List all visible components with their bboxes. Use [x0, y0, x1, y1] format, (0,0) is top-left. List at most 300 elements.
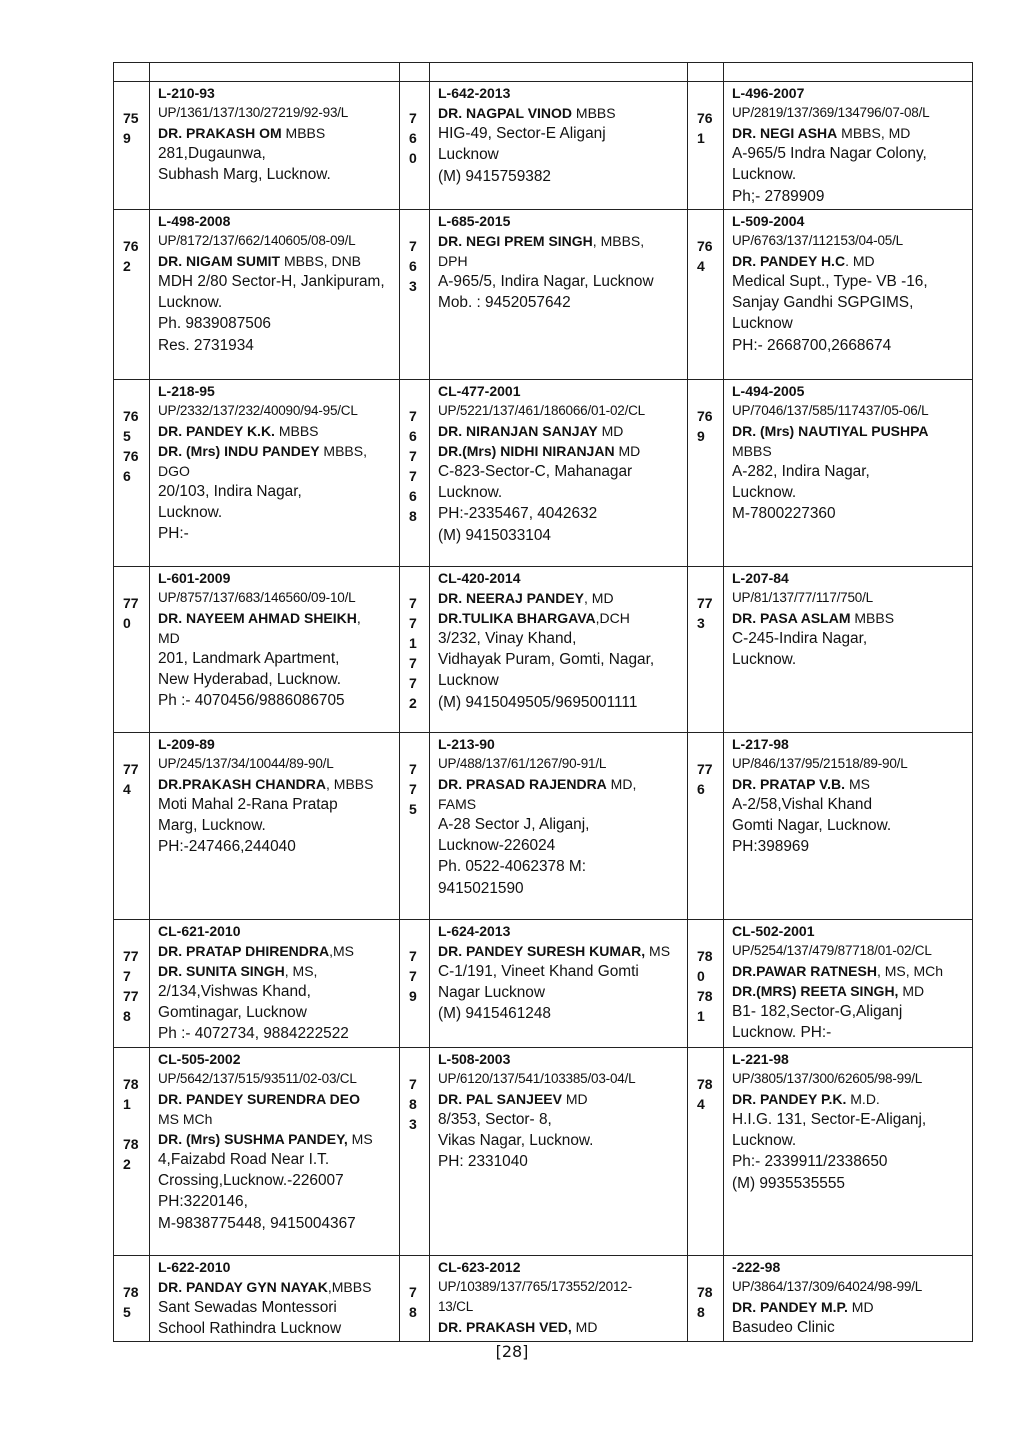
entry-text: PH:-247466,244040	[158, 838, 296, 856]
licence-number	[158, 1257, 395, 1277]
serial-digit: 8	[123, 1007, 131, 1024]
entry-row	[114, 1047, 973, 1255]
serial-digit: 3	[409, 277, 417, 294]
header-cell	[430, 63, 688, 82]
entry-text: UP/7046/137/585/117437/05-06/L	[732, 402, 929, 418]
address-line	[158, 143, 395, 164]
entry-text: M-7800227360	[732, 505, 836, 523]
entry-text: MBBS	[732, 442, 772, 459]
entry-text: MD	[614, 442, 641, 459]
serial-digit: 7	[409, 407, 417, 424]
entry-text: L-494-2005	[732, 382, 805, 399]
address-line	[732, 292, 968, 313]
address-line	[732, 794, 968, 815]
entry-text: ,MBBS	[327, 1278, 372, 1295]
address-line	[438, 670, 683, 691]
entry-text: Nagar Lucknow	[438, 984, 545, 1002]
entry-text: , MS,	[284, 962, 318, 979]
address-line	[732, 836, 968, 857]
address-line	[158, 981, 395, 1002]
doctor-name	[438, 103, 683, 123]
address-line	[732, 461, 968, 482]
entry-text: A-28 Sector J, Aliganj,	[438, 815, 590, 833]
entry-text: MD	[571, 1318, 598, 1335]
address-line	[158, 1318, 395, 1339]
registration-number	[732, 1277, 968, 1297]
serial-digit: 2	[409, 694, 417, 711]
registration-number	[158, 588, 395, 608]
entry-text: L-509-2004	[732, 212, 805, 229]
serial-number	[114, 1047, 150, 1255]
entry-text: UP/245/137/34/10044/89-90/L	[158, 755, 334, 771]
registration-number	[438, 1277, 683, 1297]
entry-text: (M) 9415049505/9695001111	[438, 693, 638, 711]
serial-number	[688, 209, 724, 379]
entry-text: UP/10389/137/765/173552/2012-	[438, 1278, 632, 1294]
entry-text: (M) 9415759382	[438, 167, 551, 185]
doctor-name	[158, 421, 395, 441]
address-line	[438, 649, 683, 670]
serial-digit: 76	[697, 110, 713, 126]
entry-text: UP/5221/137/461/186066/01-02/CL	[438, 402, 645, 418]
address-line	[732, 815, 968, 836]
address-line	[732, 335, 968, 356]
licence-number	[158, 734, 395, 754]
entry-text: L-498-2008	[158, 212, 231, 229]
serial-number	[400, 209, 430, 379]
address-line	[158, 164, 395, 185]
serial-digit: 8	[409, 1303, 417, 1320]
entry-text: PH: 2331040	[438, 1153, 528, 1171]
registration-number	[732, 754, 968, 774]
address-line	[732, 164, 968, 185]
entry-text: Moti Mahal 2-Rana Pratap	[158, 795, 338, 813]
serial-number	[688, 82, 724, 210]
entry-text: Subhash Marg, Lucknow.	[158, 166, 331, 184]
address-line	[158, 292, 395, 313]
entry-text: Lucknow.	[732, 166, 797, 184]
entry-text: M.D.	[846, 1090, 880, 1107]
doctor-name-bold: DR. NEGI PREM SINGH	[438, 232, 593, 249]
entry-text: Crossing,Lucknow.-226007	[158, 1172, 344, 1190]
doctor-entry	[430, 379, 688, 566]
entry-text: MBBS, DNB	[280, 252, 362, 269]
entry-text: Lucknow	[438, 672, 499, 690]
doctor-name-bold: DR.(Mrs) NIDHI NIRANJAN	[438, 442, 615, 459]
doctor-name	[438, 231, 683, 251]
registration-number	[438, 1069, 683, 1089]
doctor-name-bold: DR. PANDEY SURESH KUMAR,	[438, 942, 646, 959]
registration-number	[158, 754, 395, 774]
entry-text: MD	[597, 422, 624, 439]
serial-digit: 75	[123, 110, 139, 126]
licence-number	[438, 1049, 683, 1069]
address-line	[158, 481, 395, 502]
serial-number	[400, 1255, 430, 1342]
doctor-entry	[150, 1255, 400, 1342]
doctor-entry	[430, 1255, 688, 1342]
serial-number	[114, 919, 150, 1047]
serial-digit: 7	[409, 594, 417, 611]
serial-digit: 0	[697, 967, 705, 984]
entry-text: (M) 9415033104	[438, 526, 551, 544]
entry-text: CL-477-2001	[438, 382, 521, 399]
serial-digit: 6	[409, 257, 417, 274]
address-line	[438, 292, 683, 313]
registration-number	[158, 231, 395, 251]
doctor-name-bold: DR. PANDAY GYN NAYAK	[158, 1278, 328, 1295]
doctor-name	[158, 1109, 395, 1129]
entry-text: PH:398969	[732, 838, 810, 856]
doctor-name-bold: DR.PAWAR RATNESH	[732, 962, 877, 979]
address-line	[732, 143, 968, 164]
licence-number	[158, 83, 395, 103]
doctor-name	[732, 981, 968, 1001]
serial-number	[114, 379, 150, 566]
serial-digit: 1	[697, 1007, 705, 1024]
entry-text: L-213-90	[438, 735, 495, 752]
serial-number	[688, 732, 724, 919]
doctor-entry	[150, 209, 400, 379]
serial-number	[688, 1255, 724, 1342]
entry-text: , MBBS	[326, 775, 374, 792]
serial-digit: 7	[409, 467, 417, 484]
entry-row	[114, 919, 973, 1047]
address-line	[732, 313, 968, 334]
entry-text: . MD	[845, 252, 875, 269]
serial-digit: 4	[697, 257, 705, 274]
registration-number	[732, 588, 968, 608]
entry-text: (M) 9935535555	[732, 1174, 845, 1192]
doctor-name-bold: DR. PANDEY M.P.	[732, 1298, 848, 1315]
serial-digit: 7	[409, 780, 417, 797]
licence-number	[438, 921, 683, 941]
serial-digit: 7	[409, 654, 417, 671]
address-line	[732, 1173, 968, 1194]
serial-digit: 6	[409, 130, 417, 146]
address-line	[158, 502, 395, 523]
serial-digit: 77	[697, 594, 713, 611]
doctor-name	[732, 421, 968, 441]
doctor-name	[158, 123, 395, 143]
entry-text: DGO	[158, 462, 190, 479]
entry-row	[114, 209, 973, 379]
doctor-name-bold: DR.(MRS) REETA SINGH,	[732, 982, 899, 999]
registration-number	[158, 1069, 395, 1089]
serial-digit: 6	[409, 427, 417, 444]
entry-text: UP/8757/137/683/146560/09-10/L	[158, 589, 356, 605]
entry-text: UP/3864/137/309/64024/98-99/L	[732, 1278, 923, 1294]
doctor-name	[732, 1297, 968, 1317]
entry-text: School Rathindra Lucknow	[158, 1320, 342, 1338]
address-line	[732, 1130, 968, 1151]
entry-text: A-282, Indira Nagar,	[732, 462, 870, 480]
address-line	[158, 335, 395, 356]
address-line	[732, 1022, 968, 1043]
doctor-entry	[430, 209, 688, 379]
doctor-name-bold: DR. (Mrs) NAUTIYAL PUSHPA	[732, 422, 929, 439]
entry-text: L-207-84	[732, 569, 789, 586]
licence-number	[158, 568, 395, 588]
entry-text: Marg, Lucknow.	[158, 817, 266, 835]
doctor-name-bold: DR. (Mrs) INDU PANDEY	[158, 442, 320, 459]
doctor-name	[158, 1129, 395, 1149]
serial-digit: 76	[123, 237, 139, 254]
doctor-name-bold: DR. NIRANJAN SANJAY	[438, 422, 598, 439]
entry-text: H.I.G. 131, Sector-E-Aliganj,	[732, 1110, 927, 1128]
doctor-name	[158, 441, 395, 461]
entry-text: L-209-89	[158, 735, 215, 752]
registration-number	[732, 1069, 968, 1089]
address-line	[732, 482, 968, 503]
entry-text: MS MCh	[158, 1110, 213, 1127]
serial-digit: 7	[409, 237, 417, 254]
entry-text: MD	[847, 1298, 874, 1315]
serial-digit: 1	[409, 634, 417, 651]
entry-text: 3/232, Vinay Khand,	[438, 629, 577, 647]
serial-digit: 6	[409, 487, 417, 504]
entry-text: L-221-98	[732, 1050, 789, 1067]
address-line	[158, 271, 395, 292]
serial-digit: 1	[697, 130, 705, 146]
doctor-name	[438, 774, 683, 794]
licence-number	[732, 1049, 968, 1069]
address-line	[732, 628, 968, 649]
serial-digit: 7	[409, 760, 417, 777]
doctor-name-bold: DR. PRATAP V.B.	[732, 775, 846, 792]
entry-text: UP/2332/137/232/40090/94-95/CL	[158, 402, 358, 418]
doctor-entry	[724, 732, 973, 919]
entry-text: Gomti Nagar, Lucknow.	[732, 817, 892, 835]
entry-text: PH:- 2668700,2668674	[732, 336, 892, 354]
entry-row	[114, 732, 973, 919]
serial-digit: 77	[697, 760, 713, 777]
doctor-name	[158, 461, 395, 481]
entry-text: Ph. 0522-4062378 M:	[438, 858, 587, 876]
doctor-entry	[150, 919, 400, 1047]
doctor-name-bold: DR. NIGAM SUMIT	[158, 252, 281, 269]
entry-text: Mob. : 9452057642	[438, 294, 571, 312]
licence-number	[438, 83, 683, 103]
serial-digit: 8	[697, 1303, 705, 1320]
doctor-name	[732, 961, 968, 981]
serial-number	[400, 1047, 430, 1255]
entry-text: 9415021590	[438, 879, 524, 897]
doctor-name-bold: DR. NEERAJ PANDEY	[438, 589, 584, 606]
serial-digit: 77	[123, 760, 139, 777]
address-line	[732, 1001, 968, 1022]
serial-number	[400, 379, 430, 566]
entry-text: PH:3220146,	[158, 1193, 248, 1211]
entry-text: Lucknow.	[158, 294, 223, 312]
licence-number	[732, 1257, 968, 1277]
doctor-entry	[150, 566, 400, 732]
serial-digit: 5	[123, 427, 131, 444]
address-line	[732, 1317, 968, 1338]
serial-digit: 9	[409, 987, 417, 1004]
serial-digit: 7	[123, 967, 131, 984]
entry-text: Res. 2731934	[158, 336, 254, 354]
doctor-name-bold: DR. PANDEY SURENDRA DEO	[158, 1090, 360, 1107]
doctor-name-bold: DR. PAL SANJEEV	[438, 1090, 562, 1107]
registration-number	[732, 401, 968, 421]
entry-text: Vidhayak Puram, Gomti, Nagar,	[438, 651, 655, 669]
entry-text: CL-623-2012	[438, 1258, 521, 1275]
entry-text: PH:-2335467, 4042632	[438, 505, 598, 523]
serial-digit: 4	[123, 780, 131, 797]
entry-text: Lucknow.	[732, 484, 797, 502]
address-line	[438, 144, 683, 165]
address-line	[158, 1170, 395, 1191]
serial-digit: 3	[409, 1115, 417, 1132]
entry-text: MBBS, MD	[837, 125, 911, 141]
doctor-name	[158, 1277, 395, 1297]
doctor-name-bold: DR. PANDEY H.C	[732, 252, 846, 269]
entry-text: L-496-2007	[732, 85, 805, 101]
entry-text: Basudeo Clinic	[732, 1318, 835, 1336]
serial-digit: 7	[409, 447, 417, 464]
doctor-entry	[724, 82, 973, 210]
licence-number	[158, 1049, 395, 1069]
entry-text: CL-505-2002	[158, 1050, 241, 1067]
serial-digit: 7	[409, 967, 417, 984]
address-line	[158, 1297, 395, 1318]
entry-text: Ph:- 2339911/2338650	[732, 1153, 888, 1171]
serial-number	[688, 1047, 724, 1255]
address-line	[438, 482, 683, 503]
address-line	[732, 1151, 968, 1172]
doctor-name	[438, 441, 683, 461]
doctor-name	[732, 251, 968, 271]
header-cell	[114, 63, 150, 82]
doctor-name	[438, 421, 683, 441]
entry-text: Ph :- 4070456/9886086705	[158, 692, 345, 710]
entry-text: , MD	[584, 589, 614, 606]
entry-text: A-2/58,Vishal Khand	[732, 795, 873, 813]
doctor-name-bold: DR.TULIKA BHARGAVA	[438, 609, 596, 626]
entry-text: Ph;- 2789909	[732, 187, 825, 205]
entry-text: UP/1361/137/130/27219/92-93/L	[158, 105, 349, 120]
entry-text: , MS, MCh	[876, 962, 944, 979]
address-line	[438, 525, 683, 546]
page-number: [28]	[495, 1342, 529, 1361]
entry-text: UP/3805/137/300/62605/98-99/L	[732, 1070, 923, 1086]
doctor-entry	[724, 919, 973, 1047]
doctor-name	[438, 1089, 683, 1109]
registration-number	[438, 401, 683, 421]
entry-text: CL-502-2001	[732, 922, 815, 939]
serial-digit: 7	[409, 614, 417, 631]
registration-number	[732, 103, 968, 123]
serial-digit: 0	[123, 614, 131, 631]
entry-text: UP/6763/137/112153/04-05/L	[732, 232, 903, 248]
serial-digit: 2	[123, 1155, 131, 1172]
serial-digit: 78	[697, 1075, 713, 1092]
entry-text: 4,Faizabd Road Near I.T.	[158, 1150, 330, 1168]
entry-text: MD	[158, 629, 180, 646]
serial-digit: 4	[697, 1095, 705, 1112]
entry-text: L-217-98	[732, 735, 789, 752]
licence-number	[438, 1257, 683, 1277]
entry-text: C-1/191, Vineet Khand Gomti	[438, 962, 639, 980]
entry-text: , MBBS,	[592, 232, 645, 249]
entry-text: MS	[347, 1130, 373, 1147]
entry-text: L-685-2015	[438, 212, 511, 229]
registration-number	[158, 103, 395, 123]
address-line	[438, 1109, 683, 1130]
address-line	[158, 1023, 395, 1044]
entry-text: UP/2819/137/369/134796/07-08/L	[732, 105, 930, 120]
entry-text: Lucknow.	[158, 504, 223, 522]
doctor-entry	[430, 919, 688, 1047]
serial-digit	[123, 1114, 149, 1134]
address-line	[438, 628, 683, 649]
doctor-name-bold: DR. PASA ASLAM	[732, 609, 851, 626]
entry-text: L-210-93	[158, 85, 215, 101]
address-line	[438, 123, 683, 144]
doctor-entry	[724, 1047, 973, 1255]
licence-number	[438, 381, 683, 401]
serial-digit: 3	[697, 614, 705, 631]
doctor-name-bold: DR. (Mrs) SUSHMA PANDEY,	[158, 1130, 348, 1147]
doctor-name-bold: DR. PRASAD RAJENDRA	[438, 775, 607, 792]
serial-digit: 78	[697, 947, 713, 964]
serial-digit: 8	[409, 1095, 417, 1112]
entry-text: Ph. 9839087506	[158, 315, 271, 333]
doctor-entry	[430, 1047, 688, 1255]
doctor-name	[158, 608, 395, 628]
address-line	[732, 503, 968, 524]
entry-text: 8/353, Sector- 8,	[438, 1110, 552, 1128]
serial-number	[114, 732, 150, 919]
header-cell	[150, 63, 400, 82]
entry-text: MS	[845, 775, 870, 792]
registration-number	[158, 401, 395, 421]
serial-digit: 1	[123, 1095, 131, 1112]
address-line	[732, 649, 968, 670]
header-row	[114, 63, 973, 82]
licence-number	[158, 211, 395, 231]
address-line	[438, 166, 683, 187]
entry-text: CL-420-2014	[438, 569, 521, 586]
serial-digit: 76	[697, 237, 713, 254]
address-line	[438, 1003, 683, 1024]
doctor-name	[732, 1089, 968, 1109]
doctor-name	[158, 961, 395, 981]
entry-text: MBBS	[281, 125, 326, 141]
licence-number	[732, 381, 968, 401]
doctor-name	[158, 941, 395, 961]
address-line	[438, 856, 683, 877]
address-line	[438, 814, 683, 835]
doctor-entry	[150, 82, 400, 210]
licence-number	[732, 921, 968, 941]
serial-digit: 77	[123, 987, 139, 1004]
entry-text: C-823-Sector-C, Mahanagar	[438, 462, 633, 480]
entry-text: UP/8172/137/662/140605/08-09/L	[158, 232, 356, 248]
doctor-name-bold: DR. PRAKASH VED,	[438, 1318, 572, 1335]
entry-text: MBBS	[850, 609, 895, 626]
entry-text: MS	[645, 942, 671, 959]
doctor-entry	[150, 732, 400, 919]
address-line	[438, 982, 683, 1003]
doctor-entry	[430, 82, 688, 210]
doctor-name	[732, 123, 968, 143]
entry-text: M-9838775448, 9415004367	[158, 1214, 356, 1232]
serial-digit: 6	[697, 780, 705, 797]
licence-number	[158, 381, 395, 401]
doctor-name	[732, 774, 968, 794]
